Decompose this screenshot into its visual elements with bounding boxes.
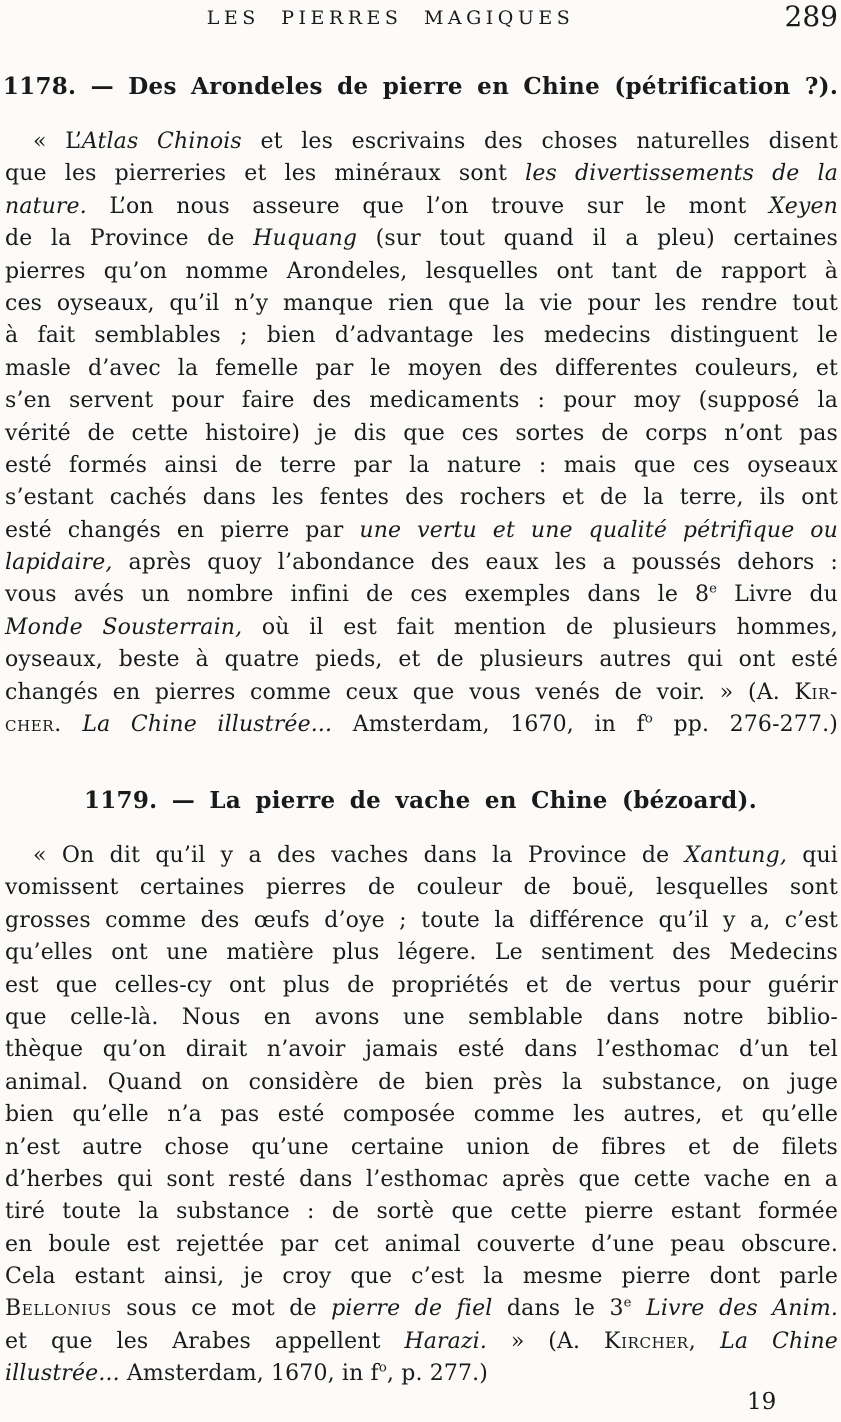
text-line xyxy=(5,677,838,709)
italic-text: Monde Sousterrain, xyxy=(5,614,243,640)
text-line xyxy=(5,905,838,937)
text-line xyxy=(5,1002,838,1034)
text-segment: « L’ xyxy=(33,129,82,154)
superscript-text: o xyxy=(644,711,653,727)
text-segment: tiré toute la substance : de sortè que cette pierre estant formée xyxy=(5,1199,838,1225)
text-segment: que les pierreries et les minéraux sont xyxy=(5,161,526,187)
text-line xyxy=(5,1326,838,1358)
text-segment: dans le 3 xyxy=(492,1296,624,1322)
text-segment: Livre du xyxy=(717,582,838,608)
italic-text: nature. xyxy=(5,193,87,219)
text-line xyxy=(5,547,838,579)
text-segment: ces oyseaux, qu’il n’y manque rien que la vie pour les rendre tout xyxy=(5,290,838,316)
text-line xyxy=(5,191,838,223)
text-line xyxy=(5,1164,838,1196)
text-segment xyxy=(696,1329,720,1354)
text-line xyxy=(5,482,838,514)
text-line xyxy=(5,1229,838,1261)
italic-text: les divertissements de la xyxy=(525,161,839,187)
text-line xyxy=(5,1261,838,1293)
text-segment: en boule est rejettée par cet animal couverte d’une peau obscure. xyxy=(5,1231,838,1257)
text-line xyxy=(5,450,838,482)
text-line xyxy=(5,579,838,611)
smallcaps-text: Bellonius xyxy=(5,1296,112,1322)
paragraph-1178 xyxy=(5,126,838,741)
text-segment: bien qu’elle n’a pas esté composée comme les autres, et qu’elle xyxy=(5,1102,838,1128)
section-heading-1179: 1179. — La pierre de vache en Chine (bézoard). xyxy=(83,787,758,814)
italic-text: Harazi. xyxy=(404,1328,488,1354)
text-segment: vous avés un nombre infini de ces exemples dans le 8 xyxy=(5,582,710,608)
text-segment: n’est autre chose qu’une certaine union de fibres et de filets xyxy=(5,1134,838,1160)
text-segment: grosses comme des œufs d’oye ; toute la différence qu’il y a, c’est xyxy=(5,907,838,933)
superscript-text: o xyxy=(378,1360,387,1376)
text-segment: Amsterdam, 1670, in f xyxy=(119,1361,379,1387)
text-segment: s’estant cachés dans les fentes des rochers et de la terre, ils ont xyxy=(5,485,838,511)
text-line xyxy=(5,1196,838,1228)
italic-text: Xeyen xyxy=(768,193,838,219)
footer-page-number: 19 xyxy=(747,1389,777,1415)
text-line xyxy=(5,1132,838,1164)
text-line xyxy=(5,644,838,676)
text-segment: qu’elles ont une matière plus légere. Le sentiment des Medecins xyxy=(5,940,838,966)
smallcaps-text: Kir- xyxy=(794,679,838,705)
text-line xyxy=(5,612,838,644)
italic-text: Atlas Chinois xyxy=(81,129,242,154)
text-segment: changés en pierres comme ceux que vous venés de voir. » (A. xyxy=(5,679,795,705)
header-page-number: 289 xyxy=(784,0,838,33)
text-line xyxy=(5,158,838,190)
text-line xyxy=(5,1067,838,1099)
text-line xyxy=(5,418,838,450)
text-line xyxy=(5,840,838,872)
text-segment: animal. Quand on considère de bien près la substance, on juge xyxy=(5,1069,838,1095)
superscript-text: e xyxy=(623,1296,632,1312)
italic-text: une vertu et une qualité pétrifique ou xyxy=(359,517,839,543)
text-line xyxy=(5,970,838,1002)
text-line xyxy=(5,385,838,417)
text-segment: s’en servent pour faire des medicaments : pour moy (supposé la xyxy=(5,388,838,414)
text-segment: masle d’avec la femelle par le moyen des differentes couleurs, et xyxy=(5,355,838,381)
text-segment: sous ce mot de xyxy=(111,1296,332,1322)
text-segment: esté formés ainsi de terre par la nature : mais que ces oyseaux xyxy=(5,452,838,478)
text-segment: pierres qu’on nomme Arondeles, lesquelles ont tant de rapport à xyxy=(5,258,838,284)
text-segment: Cela estant ainsi, je croy que c’est la mesme pierre dont parle xyxy=(5,1264,838,1290)
text-segment: thèque qu’on dirait n’avoir jamais esté dans l’esthomac d’un tel xyxy=(5,1037,838,1063)
text-line xyxy=(5,126,838,158)
text-segment: après quoy l’abondance des eaux les a poussés dehors : xyxy=(112,550,838,576)
italic-text: La Chine xyxy=(720,1328,838,1354)
italic-text: lapidaire, xyxy=(5,550,113,576)
text-segment: et les escrivains des choses naturelles disent xyxy=(241,129,838,154)
text-segment: pp. 276-277.) xyxy=(652,712,838,738)
superscript-text: e xyxy=(709,582,718,598)
text-segment: esté changés en pierre par xyxy=(5,517,360,543)
text-line xyxy=(5,1358,838,1390)
text-segment: qui xyxy=(786,843,838,868)
text-segment: à fait semblables ; bien d’advantage les medecins distinguent le xyxy=(5,323,838,349)
text-line xyxy=(5,288,838,320)
text-segment: d’herbes qui sont resté dans l’esthomac après que cette vache en a xyxy=(5,1166,838,1192)
text-segment: où il est fait mention de plusieurs hommes, xyxy=(242,614,838,640)
text-segment xyxy=(632,1296,646,1321)
text-segment: L’on nous asseure que l’on trouve sur le mont xyxy=(86,193,769,219)
text-line xyxy=(5,320,838,352)
running-header-title: LES PIERRES MAGIQUES xyxy=(206,7,575,29)
text-line xyxy=(5,872,838,904)
italic-text: Livre des Anim. xyxy=(646,1296,838,1322)
text-line xyxy=(5,1293,838,1325)
paragraph-1179 xyxy=(5,840,838,1391)
text-segment: vomissent certaines pierres de couleur de bouë, lesquelles sont xyxy=(5,875,838,901)
text-segment: et que les Arabes appellent xyxy=(5,1328,405,1354)
italic-text: La Chine illustrée... xyxy=(82,712,333,738)
text-line xyxy=(5,709,838,741)
text-segment: » (A. xyxy=(487,1328,605,1354)
text-segment: (sur tout quand il a pleu) certaines xyxy=(357,226,838,252)
italic-text: Huquang xyxy=(253,226,358,252)
text-segment: Amsterdam, 1670, in f xyxy=(332,712,645,738)
text-line xyxy=(5,223,838,255)
text-line xyxy=(5,515,838,547)
text-segment: vérité de cette histoire) je dis que ces sortes de corps n’ont pas xyxy=(5,420,838,446)
italic-text: Xantung, xyxy=(684,843,787,868)
text-segment: , p. 277.) xyxy=(386,1361,489,1387)
text-line xyxy=(5,937,838,969)
section-heading-1178: 1178. — Des Arondeles de pierre en Chine (pétrification ?). xyxy=(2,73,839,100)
text-segment: de la Province de xyxy=(5,226,254,252)
text-segment: « On dit qu’il y a des vaches dans la Province de xyxy=(33,843,685,868)
text-line xyxy=(5,256,838,288)
text-line xyxy=(5,1034,838,1066)
text-segment: oyseaux, beste à quatre pieds, et de plusieurs autres qui ont esté xyxy=(5,647,838,673)
text-segment xyxy=(62,712,83,737)
text-segment: que celle-là. Nous en avons une semblable dans notre biblio- xyxy=(5,1004,838,1030)
italic-text: pierre de fiel xyxy=(331,1296,493,1322)
smallcaps-text: cher. xyxy=(5,712,62,738)
italic-text: illustrée... xyxy=(5,1361,120,1387)
smallcaps-text: Kircher, xyxy=(604,1328,697,1354)
text-line xyxy=(5,353,838,385)
text-segment: est que celles-cy ont plus de propriétés et de vertus pour guérir xyxy=(5,972,838,998)
text-line xyxy=(5,1099,838,1131)
